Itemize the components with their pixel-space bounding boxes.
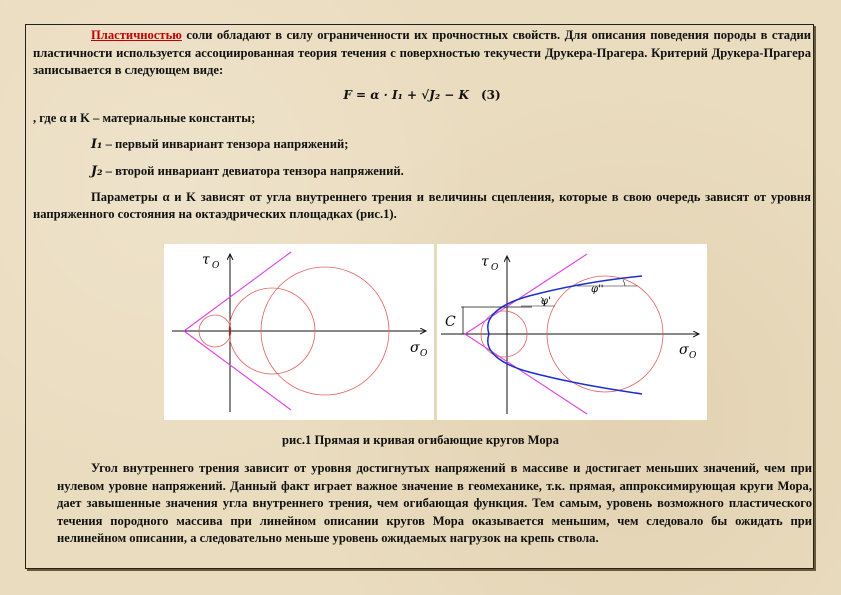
figure-panel-curved (437, 244, 707, 420)
definition-i1-text: – первый инвариант тензора напряжений; (102, 137, 349, 152)
paragraph-friction-angle: Угол внутреннего трения зависит от уровня достигнутых напряжений в массиве и достигает меньших значений, чем при нулевом уровне напряжений. Данный факт играет важное значение в геомеханике, т.к. прямая, аппроксимирующая круги Мора, дает завышенные значения угла внутреннего трения, чем огибающая функция. Тем самым, уровень возможного пластического течения породного массива при линейном описании кругов Мора оказывается меньшим, чем следовало бы ожидать при нелинейном описании, а следовательно меньше уровень ожидаемых нагрузок на крепь ствола. (57, 461, 812, 546)
straight-envelope-plot (164, 244, 434, 420)
curved-envelope-plot (437, 244, 707, 420)
phi2-arc (623, 280, 625, 286)
tau-label: τ (481, 254, 489, 270)
term-plasticity[interactable]: Пластичностью (91, 28, 182, 42)
tau-label: τ (202, 252, 210, 268)
figure-panel-straight (164, 244, 434, 420)
cohesion-label: C (445, 314, 456, 330)
definition-j2-symbol: J₂ (91, 162, 103, 178)
sigma-label: σ (410, 340, 420, 356)
definition-j2 (33, 162, 811, 181)
definition-j2-text: – второй инвариант девиатора тензора напряжений. (102, 163, 404, 178)
straight-envelope-lower (465, 334, 587, 414)
formula-number: (3) (480, 87, 501, 102)
phi1-label: φ' (541, 296, 551, 307)
document-body (33, 27, 811, 224)
sigma-label: σ (679, 342, 689, 358)
tau-subscript: O (212, 261, 220, 271)
paragraph-plasticity-text: соли обладают в силу ограниченности их прочностных свойств. Для описания поведения породы в стадии пластичности используется ассоциированная теория течения с поверхностью текучести Друкера-Прагера. Критерий Друкера-Прагера записывается в следующем виде: (33, 28, 811, 78)
curved-envelope-upper (488, 276, 642, 334)
figure-caption: рис.1 Прямая и кривая огибающие кругов Мора (282, 433, 559, 447)
formula-expression: F = α · I₁ + √J₂ − K (343, 87, 469, 102)
paragraph-plasticity (33, 27, 811, 80)
drucker-prager-formula (33, 80, 811, 110)
definition-i1-symbol: I₁ (91, 136, 103, 152)
figure-mohr-envelopes (164, 244, 707, 420)
where-line: , где α и K – материальные константы; (33, 110, 256, 125)
definition-i1 (33, 135, 811, 154)
sigma-subscript: O (420, 349, 428, 359)
paragraph-parameters: Параметры α и K зависят от угла внутреннего трения и величины сцепления, которые в свою очередь зависят от уровня напряженного состояния на октаэдрических площадках (рис.1). (33, 189, 811, 222)
sigma-subscript: O (689, 351, 697, 361)
bottom-paragraph-block (57, 460, 812, 548)
tau-subscript: O (491, 263, 499, 273)
phi2-label: φ'' (591, 284, 604, 295)
